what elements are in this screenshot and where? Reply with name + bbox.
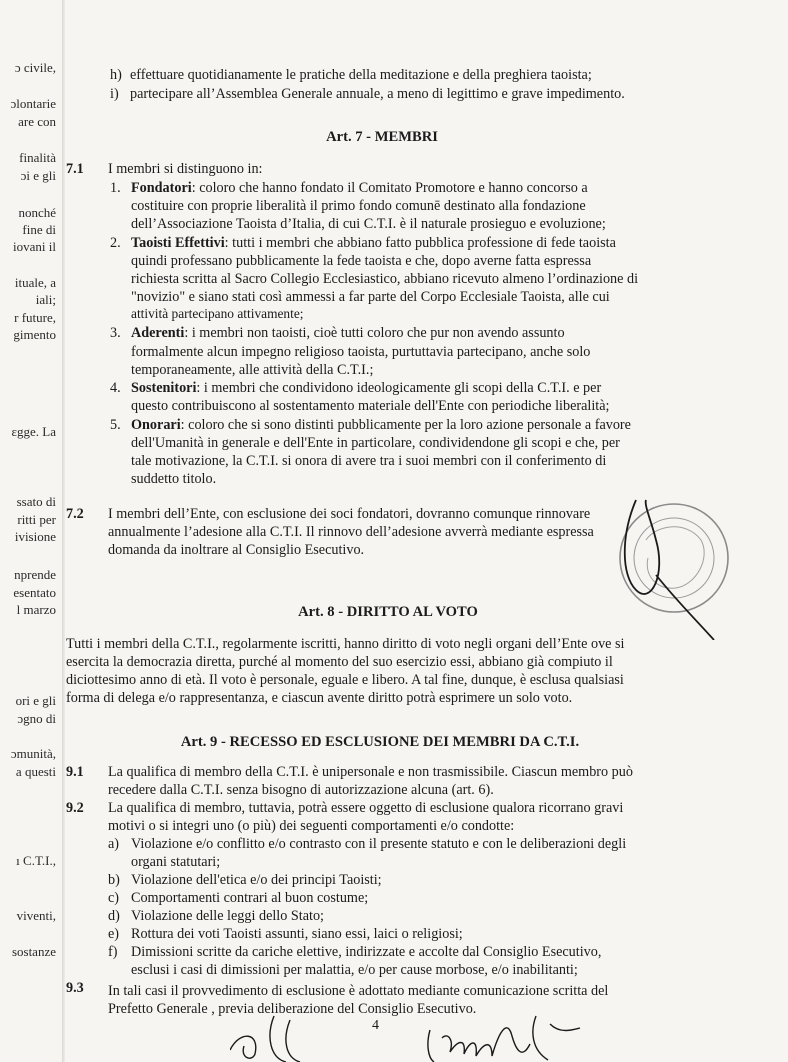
member-type-number: 1. [110, 180, 121, 196]
margin-fragment: gimento [13, 327, 56, 342]
margin-fragment: ritti per [17, 512, 56, 527]
margin-fragment: ɛgge. La [11, 424, 56, 439]
text-line: Comportamenti contrari al buon costume; [131, 890, 369, 906]
text-line: richiesta scritta al Sacro Collegio Ecclesiastico, abbiano ricevuto almeno l’ordinazione di [131, 271, 639, 287]
text-line: costituire con proprie liberalità il primo fondo comunē destinato alla fondazione [131, 198, 586, 214]
margin-fragment: ɔmunità, [10, 746, 56, 761]
text-line: questo contribuiscono al sostentamento materiale dell'Ente con periodiche liberalità; [131, 398, 610, 414]
section-number: 7.1 [66, 161, 84, 177]
text-line: Violazione delle leggi dello Stato; [131, 908, 324, 924]
section-number: 9.3 [66, 980, 84, 996]
text-line: tale motivazione, la C.T.I. si onora di avere tra i suoi membri con il conferimento di [131, 453, 607, 469]
text-line: I membri dell’Ente, con esclusione dei soci fondatori, dovranno comunque rinnovare [108, 506, 591, 522]
text-line: Rottura dei voti Taoisti assunti, siano essi, laici o religiosi; [131, 926, 463, 942]
text-line: temporaneamente, alle attività della C.T.I.; [131, 362, 374, 378]
margin-fragment: viventi, [16, 908, 56, 923]
text-line: esclusi i casi di dimissioni per malattia, e/o per cause morbose, e/o inabilitanti; [131, 962, 578, 978]
text-line: forma di delega e/o rappresentanza, e ciascun avente diritto potrà esprimere un solo voto. [66, 690, 573, 706]
section-number: 9.1 [66, 764, 84, 780]
member-type-taoisti-effettivi: Taoisti Effettivi: tutti i membri che abbiano fatto pubblica professione di fede taoista [131, 235, 616, 251]
member-type-number: 4. [110, 380, 121, 396]
text-line: Prefetto Generale , previa deliberazione del Consiglio Esecutivo. [108, 1001, 477, 1017]
article-heading: Art. 9 - RECESSO ED ESCLUSIONE DEI MEMBRI DA C.T.I. [180, 734, 580, 750]
text-line: In tali casi il provvedimento di esclusione è adottato mediante comunicazione scritta del [108, 983, 609, 999]
margin-fragment: finalità [19, 150, 56, 165]
text-line: recedere dalla C.T.I. senza bisogno di autorizzazione alcuna (art. 6). [108, 782, 494, 798]
section-number: 7.2 [66, 506, 84, 522]
text-line: esercita la democrazia diretta, purché al momento del suo esercizio essi, abbiano già compiuto il [66, 654, 613, 670]
margin-fragment: ssato di [16, 494, 56, 509]
text-line: suddetto titolo. [131, 471, 217, 487]
margin-fragment: sostanze [11, 944, 56, 959]
text-line: Violazione e/o conflitto e/o contrasto con il presente statuto e con le deliberazioni degli [131, 836, 627, 852]
text-line: dell'Umanità in generale e dell'Ente in particolare, condividendone gli scopi e che, per [131, 435, 620, 451]
margin-fragment: ɔ civile, [14, 60, 56, 75]
list-letter: e) [108, 926, 120, 942]
page-fold [62, 0, 65, 1062]
margin-fragment: nprende [14, 567, 56, 582]
text-line: La qualifica di membro della C.T.I. è unipersonale e non trasmissibile. Ciascun membro può [108, 764, 633, 780]
text-line: domanda da inoltrare al Consiglio Esecutivo. [108, 542, 365, 558]
list-item-text: effettuare quotidianamente le pratiche della meditazione e della preghiera taoista; [130, 67, 592, 83]
article-heading: Art. 8 - DIRITTO AL VOTO [298, 604, 478, 620]
margin-fragment: nonché [18, 205, 56, 220]
margin-fragment: ori e gli [15, 693, 56, 708]
text-line: La qualifica di membro, tuttavia, potrà essere oggetto di esclusione qualora ricorrano gravi [108, 800, 624, 816]
left-page-margin [0, 0, 62, 1062]
member-type-onorari: Onorari: coloro che si sono distinti pubblicamente per la loro azione personale a favore [131, 417, 631, 433]
text-line: annualmente l’adesione alla C.T.I. Il rinnovo dell’adesione avverrà mediante espressa [108, 524, 594, 540]
text-line: attività partecipano attivamente; [131, 306, 304, 321]
member-type-number: 2. [110, 235, 121, 251]
margin-fragment: l marzo [16, 602, 56, 617]
text-line: diciottesimo anno di età. Il voto è personale, eguale e libero. A tal fine, dunque, è esclusa qualsiasi [66, 672, 624, 688]
list-letter: c) [108, 890, 120, 906]
list-letter: b) [108, 872, 120, 888]
member-type-sostenitori: Sostenitori: i membri che condividono ideologicamente gli scopi della C.T.I. e per [131, 380, 602, 396]
list-letter: i) [110, 86, 119, 102]
margin-fragment: fine di [22, 222, 56, 237]
list-letter: f) [108, 944, 118, 960]
page-number: 4 [372, 1018, 379, 1033]
margin-fragment: ı C.T.I., [16, 853, 56, 868]
text-line: Tutti i membri della C.T.I., regolarmente iscritti, hanno diritto di voto negli organi dell’Ente ove si [66, 636, 625, 652]
margin-fragment: ɔi e gli [20, 168, 56, 183]
list-letter: h) [110, 67, 122, 83]
text-line: Violazione dell'etica e/o dei principi Taoisti; [131, 872, 382, 888]
member-type-number: 3. [110, 325, 121, 341]
section-number: 9.2 [66, 800, 84, 816]
list-letter: d) [108, 908, 120, 924]
margin-fragment: esentato [13, 585, 56, 600]
text-line: Dimissioni scritte da cariche elettive, indirizzate e accolte dal Consiglio Esecutivo, [131, 944, 602, 960]
margin-fragment: r future, [14, 310, 56, 325]
text-line: organi statutari; [131, 854, 221, 870]
member-type-number: 5. [110, 417, 121, 433]
list-letter: a) [108, 836, 120, 852]
margin-fragment: ɔlontarie [10, 96, 56, 111]
member-type-aderenti: Aderenti: i membri non taoisti, cioè tutti coloro che pur non avendo assunto [131, 325, 565, 341]
text-line: motivi o si integri uno (o più) dei seguenti comportamenti e/o condotte: [108, 818, 515, 834]
margin-fragment: ivisione [14, 529, 56, 544]
margin-fragment: are con [18, 114, 56, 129]
margin-fragment: iali; [35, 292, 56, 307]
margin-fragment: iovani il [13, 239, 56, 254]
list-item-text: partecipare all’Assemblea Generale annuale, a meno di legittimo e grave impedimento. [130, 86, 625, 102]
margin-fragment: a questi [15, 764, 56, 779]
member-type-fondatori: Fondatori: coloro che hanno fondato il Comitato Promotore e hanno concorso a [131, 180, 588, 196]
margin-fragment: ɔgno di [17, 711, 56, 726]
section-intro: I membri si distinguono in: [108, 161, 263, 177]
article-heading: Art. 7 - MEMBRI [326, 129, 438, 145]
text-line: dell’Associazione Taoista d’Italia, di cui C.T.I. è il naturale prosieguo e evoluzione; [131, 216, 606, 232]
text-line: "novizio" e siano stati così ammessi a far parte del Corpo Ecclesiale Taoista, alle cui [131, 289, 610, 305]
text-line: quindi professano pubblicamente la fede taoista e che, dopo averne fatta espressa [131, 253, 592, 269]
text-line: formalmente alcun impegno religioso taoista, purtuttavia partecipano, anche solo [131, 344, 591, 360]
margin-fragment: ituale, a [14, 275, 56, 290]
